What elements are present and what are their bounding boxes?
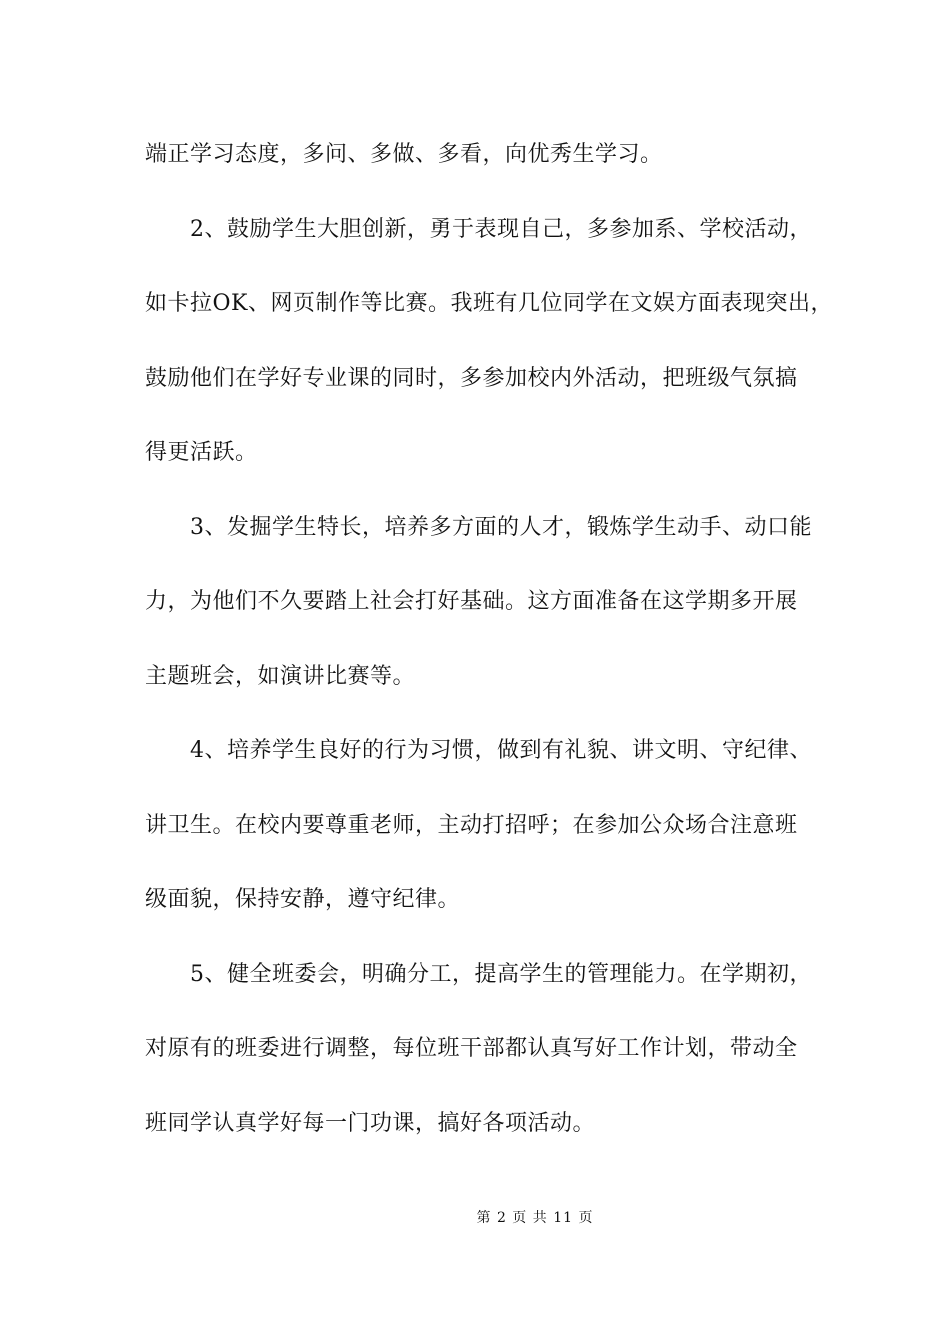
text-line: 级面貌，保持安静，遵守纪律。 xyxy=(145,887,461,912)
text-line: 4、培养学生良好的行为习惯，做到有礼貌、讲文明、守纪律、 xyxy=(190,738,812,763)
text-line: 3、发掘学生特长，培养多方面的人才，锻炼学生动手、动口能 xyxy=(190,515,812,540)
text-line: 如卡拉OK、网页制作等比赛。我班有几位同学在文娱方面表现突出， xyxy=(145,291,833,316)
text-line: 2、鼓励学生大胆创新，勇于表现自己，多参加系、学校活动， xyxy=(190,217,812,242)
text-line: 班同学认真学好每一门功课，搞好各项活动。 xyxy=(145,1111,596,1136)
text-line: 讲卫生。在校内要尊重老师，主动打招呼；在参加公众场合注意班 xyxy=(145,813,798,838)
text-line: 得更活跃。 xyxy=(145,440,258,465)
text-line: 鼓励他们在学好专业课的同时，多参加校内外活动，把班级气氛搞 xyxy=(145,366,798,391)
page-number-footer: 第 2 页 共 11 页 xyxy=(476,1210,594,1226)
text-line: 端正学习态度，多问、多做、多看，向优秀生学习。 xyxy=(145,142,663,167)
text-line: 对原有的班委进行调整，每位班干部都认真写好工作计划，带动全 xyxy=(145,1036,798,1061)
text-line: 力，为他们不久要踏上社会打好基础。这方面准备在这学期多开展 xyxy=(145,589,798,614)
text-line: 主题班会，如演讲比赛等。 xyxy=(145,664,416,689)
text-line: 5、健全班委会，明确分工，提高学生的管理能力。在学期初， xyxy=(190,962,812,987)
